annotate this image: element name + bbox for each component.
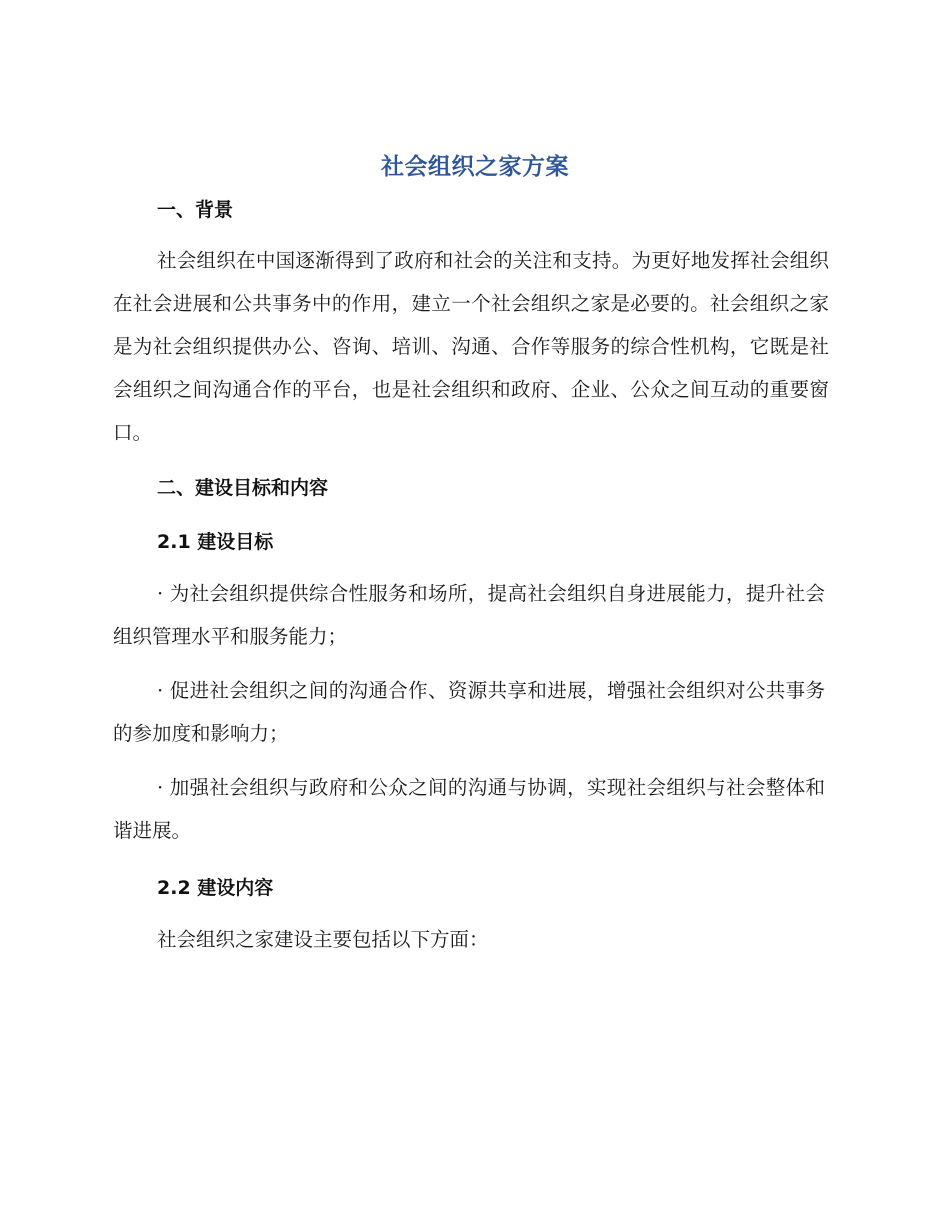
background-paragraph: 社会组织在中国逐渐得到了政府和社会的关注和支持。为更好地发挥社会组织在社会进展和公共事务中的作用，建立一个社会组织之家是必要的。社会组织之家是为社会组织提供办公、咨询、培训、沟通、合作等服务的综合性机构，它既是社会组织之间沟通合作的平台，也是社会组织和政府、企业、公众之间互动的重要窗口。: [113, 249, 829, 444]
subsection-heading-goals: 2.1 建设目标: [157, 531, 274, 553]
goal-bullet-1: · 为社会组织提供综合性服务和场所，提高社会组织自身进展能力，提升社会组织管理水平和服务能力；: [113, 582, 825, 648]
goal-bullet-2: · 促进社会组织之间的沟通合作、资源共享和进展，增强社会组织对公共事务的参加度和影响力；: [113, 679, 825, 745]
section-heading-goals-content: 二、建设目标和内容: [157, 477, 329, 499]
document-title: 社会组织之家方案: [381, 154, 569, 180]
section-heading-background: 一、背景: [157, 199, 234, 221]
subsection-heading-content: 2.2 建设内容: [157, 877, 274, 899]
content-intro-paragraph: 社会组织之家建设主要包括以下方面：: [157, 928, 489, 951]
goal-bullet-3: · 加强社会组织与政府和公众之间的沟通与协调，实现社会组织与社会整体和谐进展。: [113, 776, 825, 842]
